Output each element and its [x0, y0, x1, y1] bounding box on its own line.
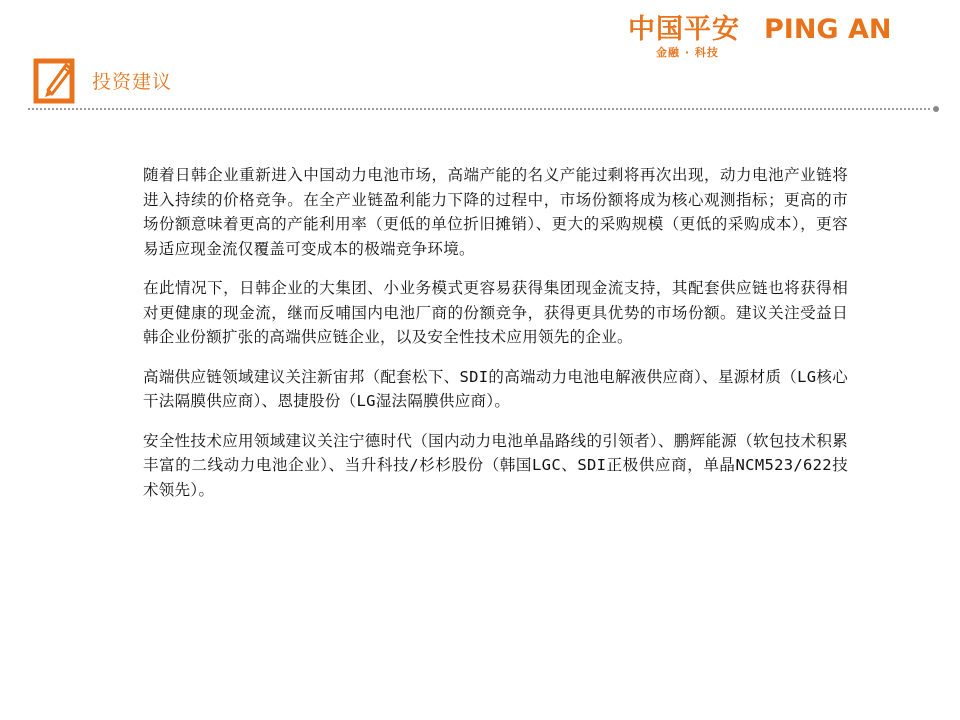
- paragraph-3: 高端供应链领域建议关注新宙邦（配套松下、SDI的高端动力电池电解液供应商）、星源材质（LG核心干法隔膜供应商）、恩捷股份（LG湿法隔膜供应商）。: [143, 367, 848, 410]
- ping-an-logo: [628, 14, 908, 66]
- page-title: 投资建议: [92, 71, 173, 93]
- body-content: [143, 163, 848, 517]
- paragraph-4: 安全性技术应用领域建议关注宁德时代（国内动力电池单晶路线的引领者）、鹏辉能源（软包技术积累丰富的二线动力电池企业）、当升科技/杉杉股份（韩国LGC、SDI正极供应商，单晶NCM523/622技术领先）。: [143, 431, 848, 499]
- logo-tagline: 金融 · 科技: [656, 46, 719, 59]
- header-divider: [28, 106, 940, 112]
- logo-chinese-text: 中国平安: [628, 14, 740, 45]
- logo-english-text: PING AN: [764, 14, 892, 45]
- paragraph-1: 随着日韩企业重新进入中国动力电池市场，高端产能的名义产能过剩将再次出现，动力电池产业链将进入持续的价格竞争。在全产业链盈利能力下降的过程中，市场份额将成为核心观测指标；更高的市场份额意味着更高的产能利用率（更低的单位折旧摊销）、更大的采购规模（更低的采购成本），更容易适应现金流仅覆盖可变成本的极端竞争环境。: [143, 166, 848, 258]
- pencil-icon: [33, 55, 77, 105]
- paragraph-2: 在此情况下，日韩企业的大集团、小业务模式更容易获得集团现金流支持，其配套供应链也将获得相对更健康的现金流，继而反哺国内电池厂商的份额竞争，获得更具优势的市场份额。建议关注受益日韩企业份额扩张的高端供应链企业，以及安全性技术应用领先的企业。: [143, 279, 848, 346]
